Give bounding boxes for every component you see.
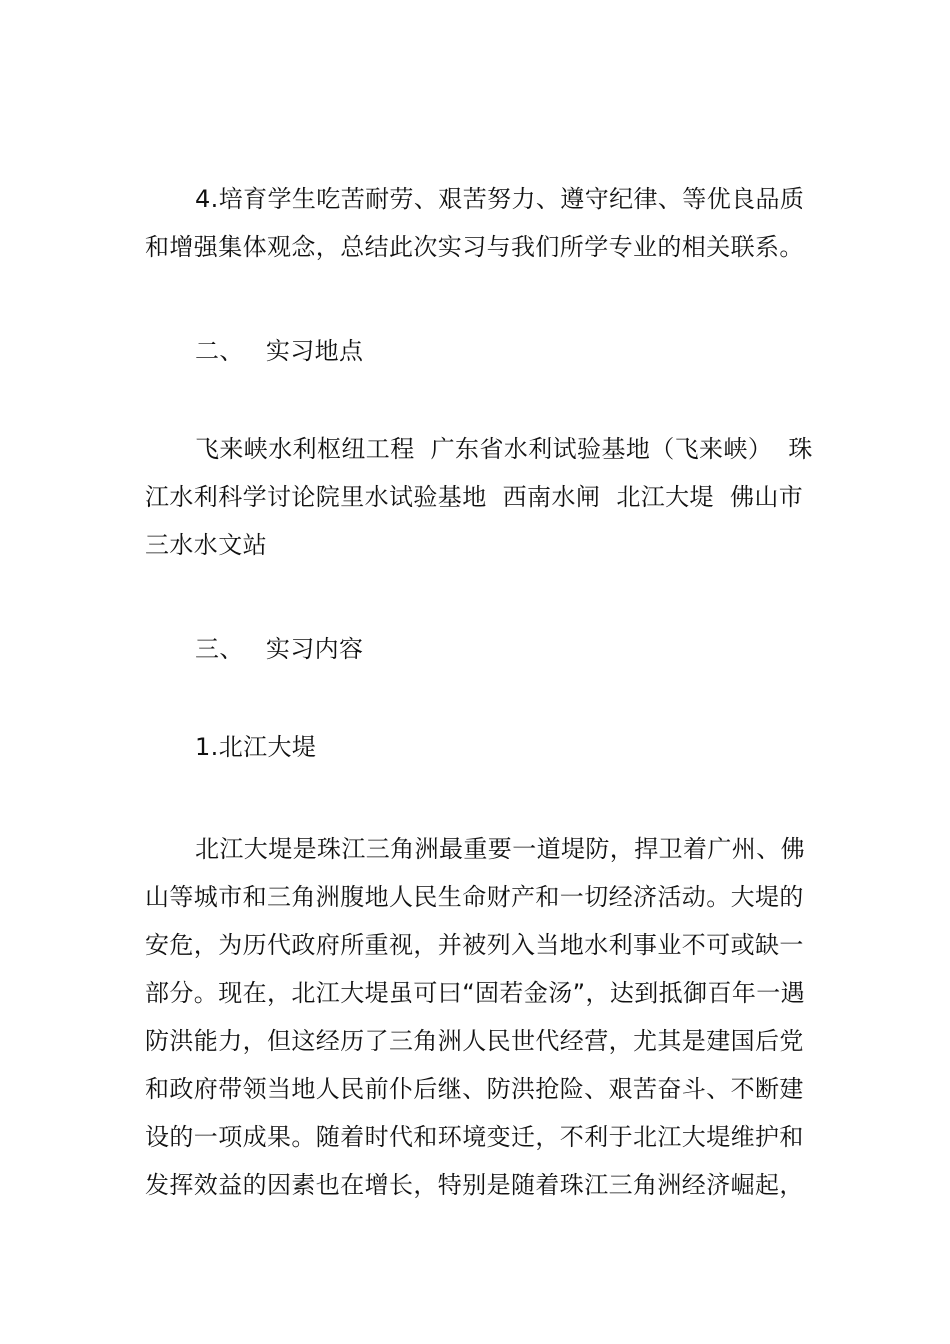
section-number: 二、 xyxy=(195,337,244,365)
section-title: 实习内容 xyxy=(265,635,364,663)
paragraph-objective-4: 4.培育学生吃苦耐劳、艰苦努力、遵守纪律、等优良品质和增强集体观念，总结此次实习与我们所学专业的相关联系。 xyxy=(145,185,805,261)
paragraph-beijiang-levee: 北江大堤是珠江三角洲最重要一道堤防，捍卫着广州、佛山等城市和三角洲腹地人民生命财产和一切经济活动。大堤的安危，为历代政府所重视，并被列入当地水利事业不可或缺一部分。现在，北江大堤虽可曰“固若金汤”，达到抵御百年一遇防洪能力，但这经历了三角洲人民世代经营，尤其是建国后党和政府带领当地人民前仆后继、防洪抢险、艰苦奋斗、不断建设的一项成果。随着时代和环境变迁，不利于北江大堤维护和发挥效益的因素也在增长，特别是随着珠江三角洲经济崛起， xyxy=(145,835,806,1199)
paragraph-locations: 飞来峡水利枢纽工程 广东省水利试验基地（飞来峡） 珠江水利科学讨论院里水试验基地 西南水闸 北江大堤 佛山市三水水文站 xyxy=(145,435,813,559)
section-title: 实习地点 xyxy=(265,337,364,365)
section-number: 三、 xyxy=(195,635,244,663)
subsection-heading-beijiang-levee: 1.北江大堤 xyxy=(195,733,317,761)
section-heading-location xyxy=(195,327,363,375)
section-heading-content xyxy=(195,625,363,673)
